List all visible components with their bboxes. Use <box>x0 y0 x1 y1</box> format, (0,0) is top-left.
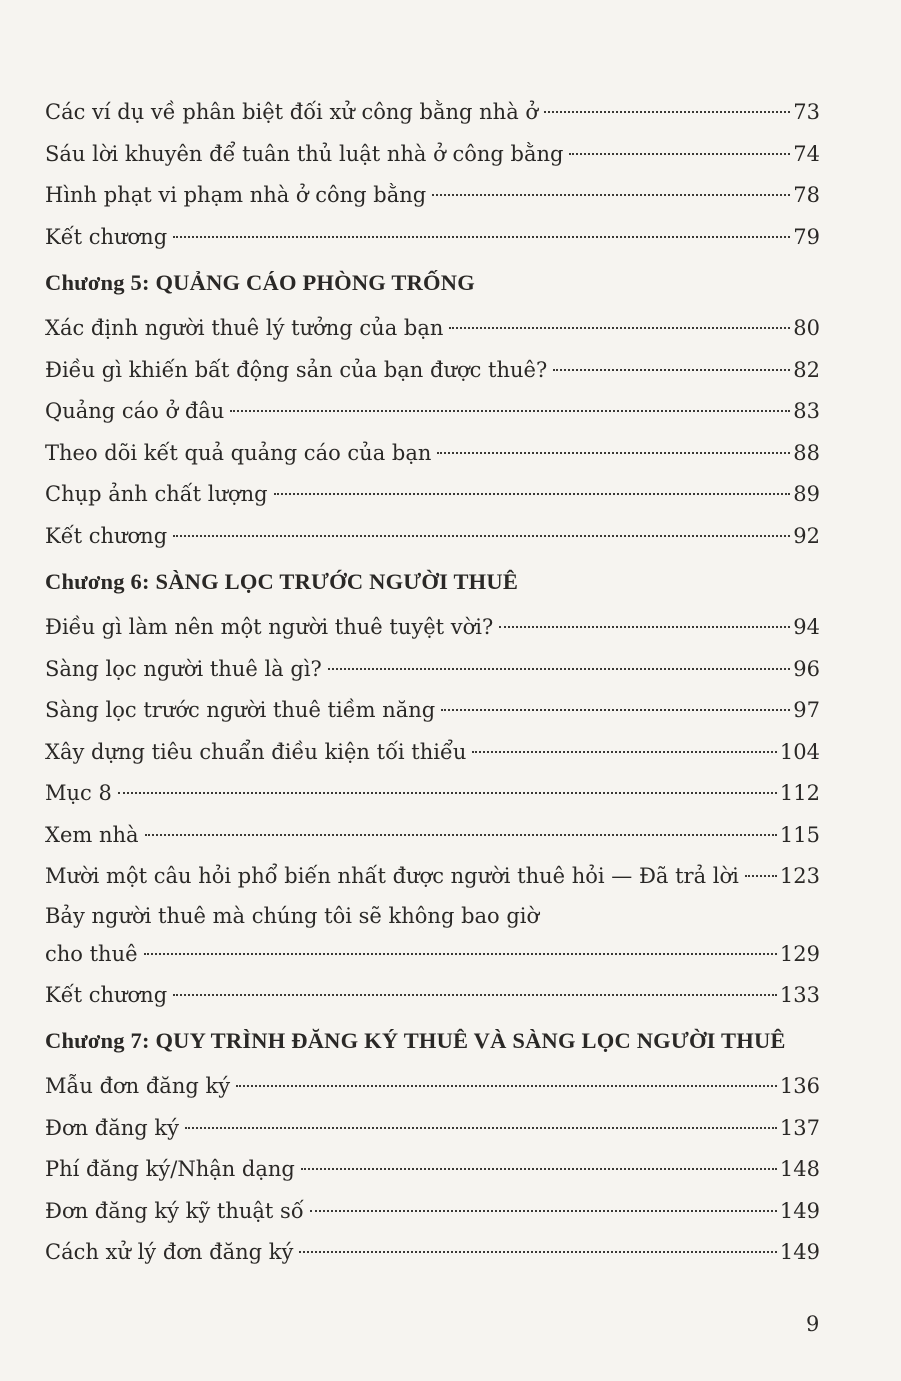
toc-entry <box>45 815 820 857</box>
toc-entry <box>45 474 820 516</box>
toc-entry-page: 88 <box>793 440 820 465</box>
dot-leader <box>173 994 777 996</box>
dot-leader <box>230 410 790 412</box>
toc-entry-title: Kết chương <box>45 224 168 249</box>
toc-entry-title: Đơn đăng ký kỹ thuật số <box>45 1198 304 1223</box>
toc-entry-page: 82 <box>793 357 820 382</box>
dot-leader <box>274 493 791 495</box>
toc-entry <box>45 649 820 691</box>
dot-leader <box>745 875 777 877</box>
toc-entry <box>45 934 820 975</box>
toc-entry <box>45 308 820 350</box>
dot-leader <box>441 709 790 711</box>
toc-entry-title: Sàng lọc người thuê là gì? <box>45 656 322 681</box>
toc-entry <box>45 856 820 898</box>
toc-entry <box>45 175 820 217</box>
toc-entry-page: 104 <box>779 739 820 764</box>
toc-entry-title: Các ví dụ về phân biệt đối xử công bằng nhà ở <box>45 100 539 124</box>
dot-leader <box>145 834 777 836</box>
toc-entry-title: Quảng cáo ở đâu <box>45 399 225 423</box>
toc-entry-title: Xác định người thuê lý tưởng của bạn <box>45 316 444 340</box>
toc-entry-page: 149 <box>779 1240 820 1264</box>
dot-leader <box>437 452 790 454</box>
toc-entry-page: 112 <box>779 781 820 805</box>
dot-leader <box>544 111 790 113</box>
toc-entry-page: 73 <box>793 100 820 124</box>
toc-entry <box>45 1108 820 1150</box>
toc-entry <box>45 1149 820 1191</box>
toc-entry-page: 78 <box>793 183 820 207</box>
toc-entry <box>45 433 820 475</box>
toc-entry-title: Theo dõi kết quả quảng cáo của bạn <box>45 440 432 465</box>
toc-entry-title: Xem nhà <box>45 822 139 847</box>
toc-entry-page: 148 <box>779 1157 820 1181</box>
toc-entry <box>45 1066 820 1108</box>
dot-leader <box>310 1210 777 1212</box>
toc-entry <box>45 92 820 134</box>
dot-leader <box>236 1085 777 1087</box>
toc-entry <box>45 134 820 176</box>
toc-entry-title: Mười một câu hỏi phổ biến nhất được người thuê hỏi — Đã trả lời <box>45 864 739 888</box>
toc-entry-title: Hình phạt vi phạm nhà ở công bằng <box>45 183 427 207</box>
toc-entry-title: Đơn đăng ký <box>45 1115 179 1140</box>
dot-leader <box>472 751 776 753</box>
toc-entry-title: Mục 8 <box>45 781 112 805</box>
dot-leader <box>144 953 777 955</box>
toc-entry-page: 74 <box>793 141 820 166</box>
chapter-heading: Chương 7: QUY TRÌNH ĐĂNG KÝ THUÊ VÀ SÀNG LỌC NGƯỜI THUÊ <box>45 1028 786 1053</box>
dot-leader <box>449 327 790 329</box>
toc-entry <box>45 773 820 815</box>
toc-entry-wrapped <box>45 898 820 975</box>
toc-entry-title: Mẫu đơn đăng ký <box>45 1074 231 1098</box>
toc-entry-page: 96 <box>793 656 820 681</box>
toc-entry <box>45 690 820 732</box>
toc-entry <box>45 516 820 558</box>
toc-entry-page: 89 <box>793 482 820 506</box>
toc-entry <box>45 1232 820 1274</box>
toc-entry <box>45 732 820 774</box>
toc-entry-title-line1: Bảy người thuê mà chúng tôi sẽ không bao giờ <box>45 903 540 928</box>
dot-leader <box>301 1168 777 1170</box>
toc-entry-title: Phí đăng ký/Nhận dạng <box>45 1157 295 1181</box>
chapter-heading: Chương 6: SÀNG LỌC TRƯỚC NGƯỜI THUÊ <box>45 569 519 594</box>
toc-entry-page: 137 <box>779 1115 820 1140</box>
toc-entry-title: Xây dựng tiêu chuẩn điều kiện tối thiểu <box>45 739 467 764</box>
dot-leader <box>499 626 790 628</box>
toc-entry-page: 97 <box>793 698 820 722</box>
toc-entry-title: Điều gì làm nên một người thuê tuyệt vời? <box>45 615 494 639</box>
toc-entry-title: Sáu lời khuyên để tuân thủ luật nhà ở công bằng <box>45 141 564 166</box>
toc-entry-title: Điều gì khiến bất động sản của bạn được thuê? <box>45 357 548 382</box>
dot-leader <box>328 668 790 670</box>
dot-leader <box>173 535 790 537</box>
toc-entry-page: 129 <box>779 941 820 966</box>
dot-leader <box>118 792 777 794</box>
dot-leader <box>432 194 790 196</box>
toc-entry-title: Cách xử lý đơn đăng ký <box>45 1240 294 1264</box>
toc-entry-page: 80 <box>793 316 820 340</box>
toc-entry-title: Kết chương <box>45 982 168 1007</box>
toc-entry-title: Chụp ảnh chất lượng <box>45 482 268 506</box>
chapter-heading: Chương 5: QUẢNG CÁO PHÒNG TRỐNG <box>45 270 475 295</box>
toc-entry-page: 79 <box>793 224 820 249</box>
toc-entry <box>45 1191 820 1233</box>
dot-leader <box>173 236 790 238</box>
toc-entry <box>45 607 820 649</box>
toc-entry-page: 123 <box>779 864 820 888</box>
table-of-contents <box>45 92 820 1274</box>
toc-entry <box>45 217 820 259</box>
toc-entry <box>45 975 820 1017</box>
toc-entry-page: 94 <box>793 615 820 639</box>
toc-entry-page: 149 <box>779 1198 820 1223</box>
toc-entry-page: 83 <box>793 399 820 423</box>
page-number: 9 <box>806 1312 820 1336</box>
toc-entry-page: 136 <box>779 1074 820 1098</box>
dot-leader <box>553 369 790 371</box>
toc-entry-page: 92 <box>793 523 820 548</box>
toc-entry-page: 133 <box>779 982 820 1007</box>
dot-leader <box>185 1127 777 1129</box>
dot-leader <box>299 1251 777 1253</box>
dot-leader <box>569 153 790 155</box>
toc-entry-title-line2: cho thuê <box>45 941 138 966</box>
toc-entry-title: Kết chương <box>45 523 168 548</box>
toc-entry-page: 115 <box>779 822 820 847</box>
toc-entry-title: Sàng lọc trước người thuê tiềm năng <box>45 698 436 722</box>
toc-entry <box>45 391 820 433</box>
toc-entry <box>45 350 820 392</box>
